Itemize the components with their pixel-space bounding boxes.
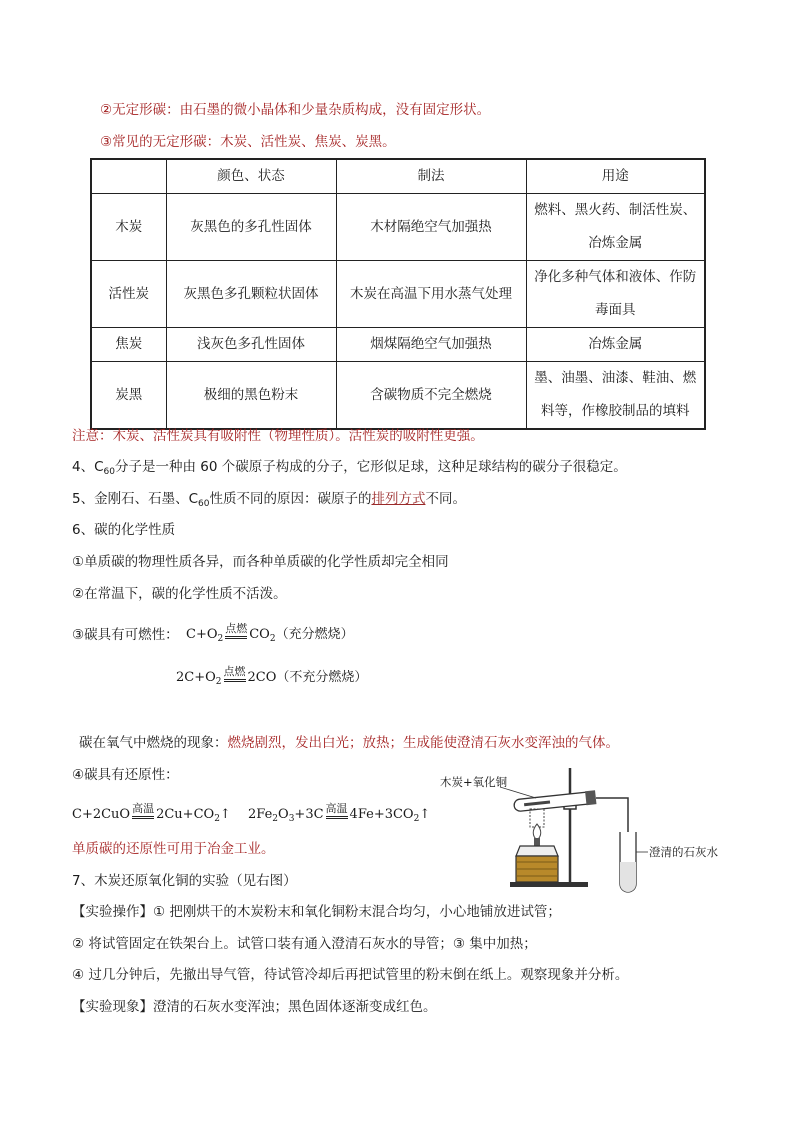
row-name: 活性炭 bbox=[91, 261, 166, 328]
experiment-result: 【实验现象】澄清的石灰水变浑浊；黑色固体逐渐变成红色。 bbox=[72, 999, 437, 1015]
eq3-condition bbox=[130, 800, 156, 819]
equation-complete-combustion bbox=[186, 620, 354, 642]
row-method: 木材隔绝空气加强热 bbox=[336, 194, 526, 261]
eq1-cond-text: 点燃 bbox=[225, 622, 248, 635]
eq1-condition bbox=[223, 620, 249, 639]
chem-props-line2: ②在常温下，碳的化学性质不活泼。 bbox=[72, 586, 287, 602]
eq4-condition bbox=[324, 800, 350, 819]
reducibility-title: ④碳具有还原性： bbox=[72, 767, 179, 783]
row-state: 极细的黑色粉末 bbox=[166, 362, 336, 430]
equation-fe2o3-reduction bbox=[248, 800, 430, 822]
eq4-rsub: 2 bbox=[413, 814, 420, 824]
eq3-arrow: ↑ bbox=[219, 807, 231, 822]
eq2-sub: 2 bbox=[215, 677, 222, 687]
chem-props-title: 6、碳的化学性质 bbox=[72, 522, 176, 538]
row-name: 炭黑 bbox=[91, 362, 166, 430]
eq4-cond-text: 高温 bbox=[325, 802, 348, 815]
row-method: 含碳物质不完全燃烧 bbox=[336, 362, 526, 430]
label-tube-contents: 木炭+氧化铜 bbox=[440, 775, 508, 789]
test-tube bbox=[513, 790, 596, 812]
row-use: 净化多种气体和液体、作防毒面具 bbox=[526, 261, 705, 328]
flame-icon bbox=[533, 824, 541, 840]
carbon-properties-table bbox=[90, 158, 706, 430]
eq2-cond-text: 点燃 bbox=[223, 665, 246, 678]
eq2-condition bbox=[222, 663, 248, 682]
arrangement-term: 排列方式 bbox=[371, 491, 426, 507]
phenomenon-prefix: 碳在氧气中燃烧的现象： bbox=[79, 735, 228, 751]
eq3-right: 2Cu+CO bbox=[156, 807, 215, 822]
diff-prefix: 5、金刚石、石墨、C bbox=[72, 491, 199, 507]
row-use: 墨、油墨、油漆、鞋油、燃料等，作橡胶制品的填料 bbox=[526, 362, 705, 430]
eq1-sub: 2 bbox=[217, 634, 224, 644]
limewater bbox=[620, 862, 636, 892]
table-header-row bbox=[91, 159, 705, 194]
table-row bbox=[91, 328, 705, 362]
eq4-s2: 3 bbox=[288, 814, 295, 824]
equation-cuo-reduction bbox=[72, 800, 231, 822]
combustion-prefix: ③碳具有可燃性： bbox=[72, 627, 179, 643]
eq4-left: 2Fe bbox=[248, 807, 273, 822]
adsorption-note: 注意：木炭、活性炭具有吸附性（物理性质）。活性炭的吸附性更强。 bbox=[72, 428, 484, 444]
eq1-right: CO bbox=[249, 627, 270, 642]
table-header-cell bbox=[91, 159, 166, 194]
eq3-left: C+2CuO bbox=[72, 807, 131, 822]
common-amorphous-carbon: ③常见的无定形碳：木炭、活性炭、焦炭、炭黑。 bbox=[100, 134, 396, 150]
lamp-wick bbox=[534, 838, 540, 846]
eq1-note: （充分燃烧） bbox=[275, 627, 354, 642]
eq4-s1: 2 bbox=[272, 814, 279, 824]
table-row bbox=[91, 194, 705, 261]
row-method: 木炭在高温下用水蒸气处理 bbox=[336, 261, 526, 328]
c60-rest: 分子是一种由 60 个碳原子构成的分子，它形似足球，这种足球结构的碳分子很稳定。 bbox=[114, 459, 627, 475]
chem-props-line1: ①单质碳的物理性质各异，而各种单质碳的化学性质却完全相同 bbox=[72, 554, 449, 570]
eq2-left: 2C+O bbox=[176, 670, 216, 685]
row-use: 燃料、黑火药、制活性炭、冶炼金属 bbox=[526, 194, 705, 261]
diff-mid: 性质不同的原因：碳原子的 bbox=[209, 491, 372, 507]
eq2-note: （不充分燃烧） bbox=[276, 670, 368, 685]
experiment-title: 7、木炭还原氧化铜的实验（见右图） bbox=[72, 873, 297, 889]
eq2-right: 2CO bbox=[247, 670, 277, 685]
experiment-op2: ② 将试管固定在铁架台上。试管口装有通入澄清石灰水的导管；③ 集中加热； bbox=[72, 936, 537, 952]
table-header-cell: 制法 bbox=[336, 159, 526, 194]
row-state: 浅灰色多孔性固体 bbox=[166, 328, 336, 362]
phenomenon-text: 燃烧剧烈，发出白光；放热；生成能使澄清石灰水变浑浊的气体。 bbox=[227, 735, 619, 751]
metallurgy-usage: 单质碳的还原性可用于冶金工业。 bbox=[72, 841, 275, 857]
table-header-cell: 用途 bbox=[526, 159, 705, 194]
eq4-arrow: ↑ bbox=[419, 807, 431, 822]
row-name: 木炭 bbox=[91, 194, 166, 261]
row-state: 灰黑色多孔颗粒状固体 bbox=[166, 261, 336, 328]
diff-end: 不同。 bbox=[425, 491, 466, 507]
c60-paragraph bbox=[72, 458, 627, 476]
combustion-line bbox=[72, 626, 179, 644]
apparatus-figure bbox=[440, 762, 730, 897]
c60-prefix: 4、C bbox=[72, 459, 104, 475]
eq3-cond-text: 高温 bbox=[132, 802, 155, 815]
eq1-rsub: 2 bbox=[269, 634, 276, 644]
eq4-plus: +3C bbox=[294, 807, 324, 822]
c60-sub: 60 bbox=[103, 467, 115, 477]
table-row bbox=[91, 362, 705, 430]
row-state: 灰黑色的多孔性固体 bbox=[166, 194, 336, 261]
experiment-op3: ④ 过几分钟后，先撤出导气管，待试管冷却后再把试管里的粉末倒在纸上。观察现象并分析。 bbox=[72, 967, 629, 983]
amorphous-definition: ②无定形碳：由石墨的微小晶体和少量杂质构成，没有固定形状。 bbox=[100, 102, 491, 118]
row-method: 烟煤隔绝空气加强热 bbox=[336, 328, 526, 362]
eq4-mid: O bbox=[278, 807, 289, 822]
stopper bbox=[585, 790, 596, 805]
stand-base bbox=[510, 882, 588, 887]
eq4-right: 4Fe+3CO bbox=[349, 807, 414, 822]
experiment-op1: 【实验操作】① 把刚烘干的木炭粉末和氧化铜粉末混合均匀，小心地铺放进试管； bbox=[72, 904, 561, 920]
alcohol-lamp bbox=[516, 846, 558, 856]
row-name: 焦炭 bbox=[91, 328, 166, 362]
eq3-rsub: 2 bbox=[214, 814, 220, 824]
combustion-phenomenon bbox=[79, 734, 619, 752]
diff-sub: 60 bbox=[198, 499, 210, 509]
label-limewater: 澄清的石灰水 bbox=[649, 845, 718, 859]
eq1-left: C+O bbox=[186, 627, 218, 642]
table-row bbox=[91, 261, 705, 328]
table-header-cell: 颜色、状态 bbox=[166, 159, 336, 194]
row-use: 冶炼金属 bbox=[526, 328, 705, 362]
difference-paragraph bbox=[72, 490, 466, 508]
equation-incomplete-combustion bbox=[176, 663, 367, 685]
